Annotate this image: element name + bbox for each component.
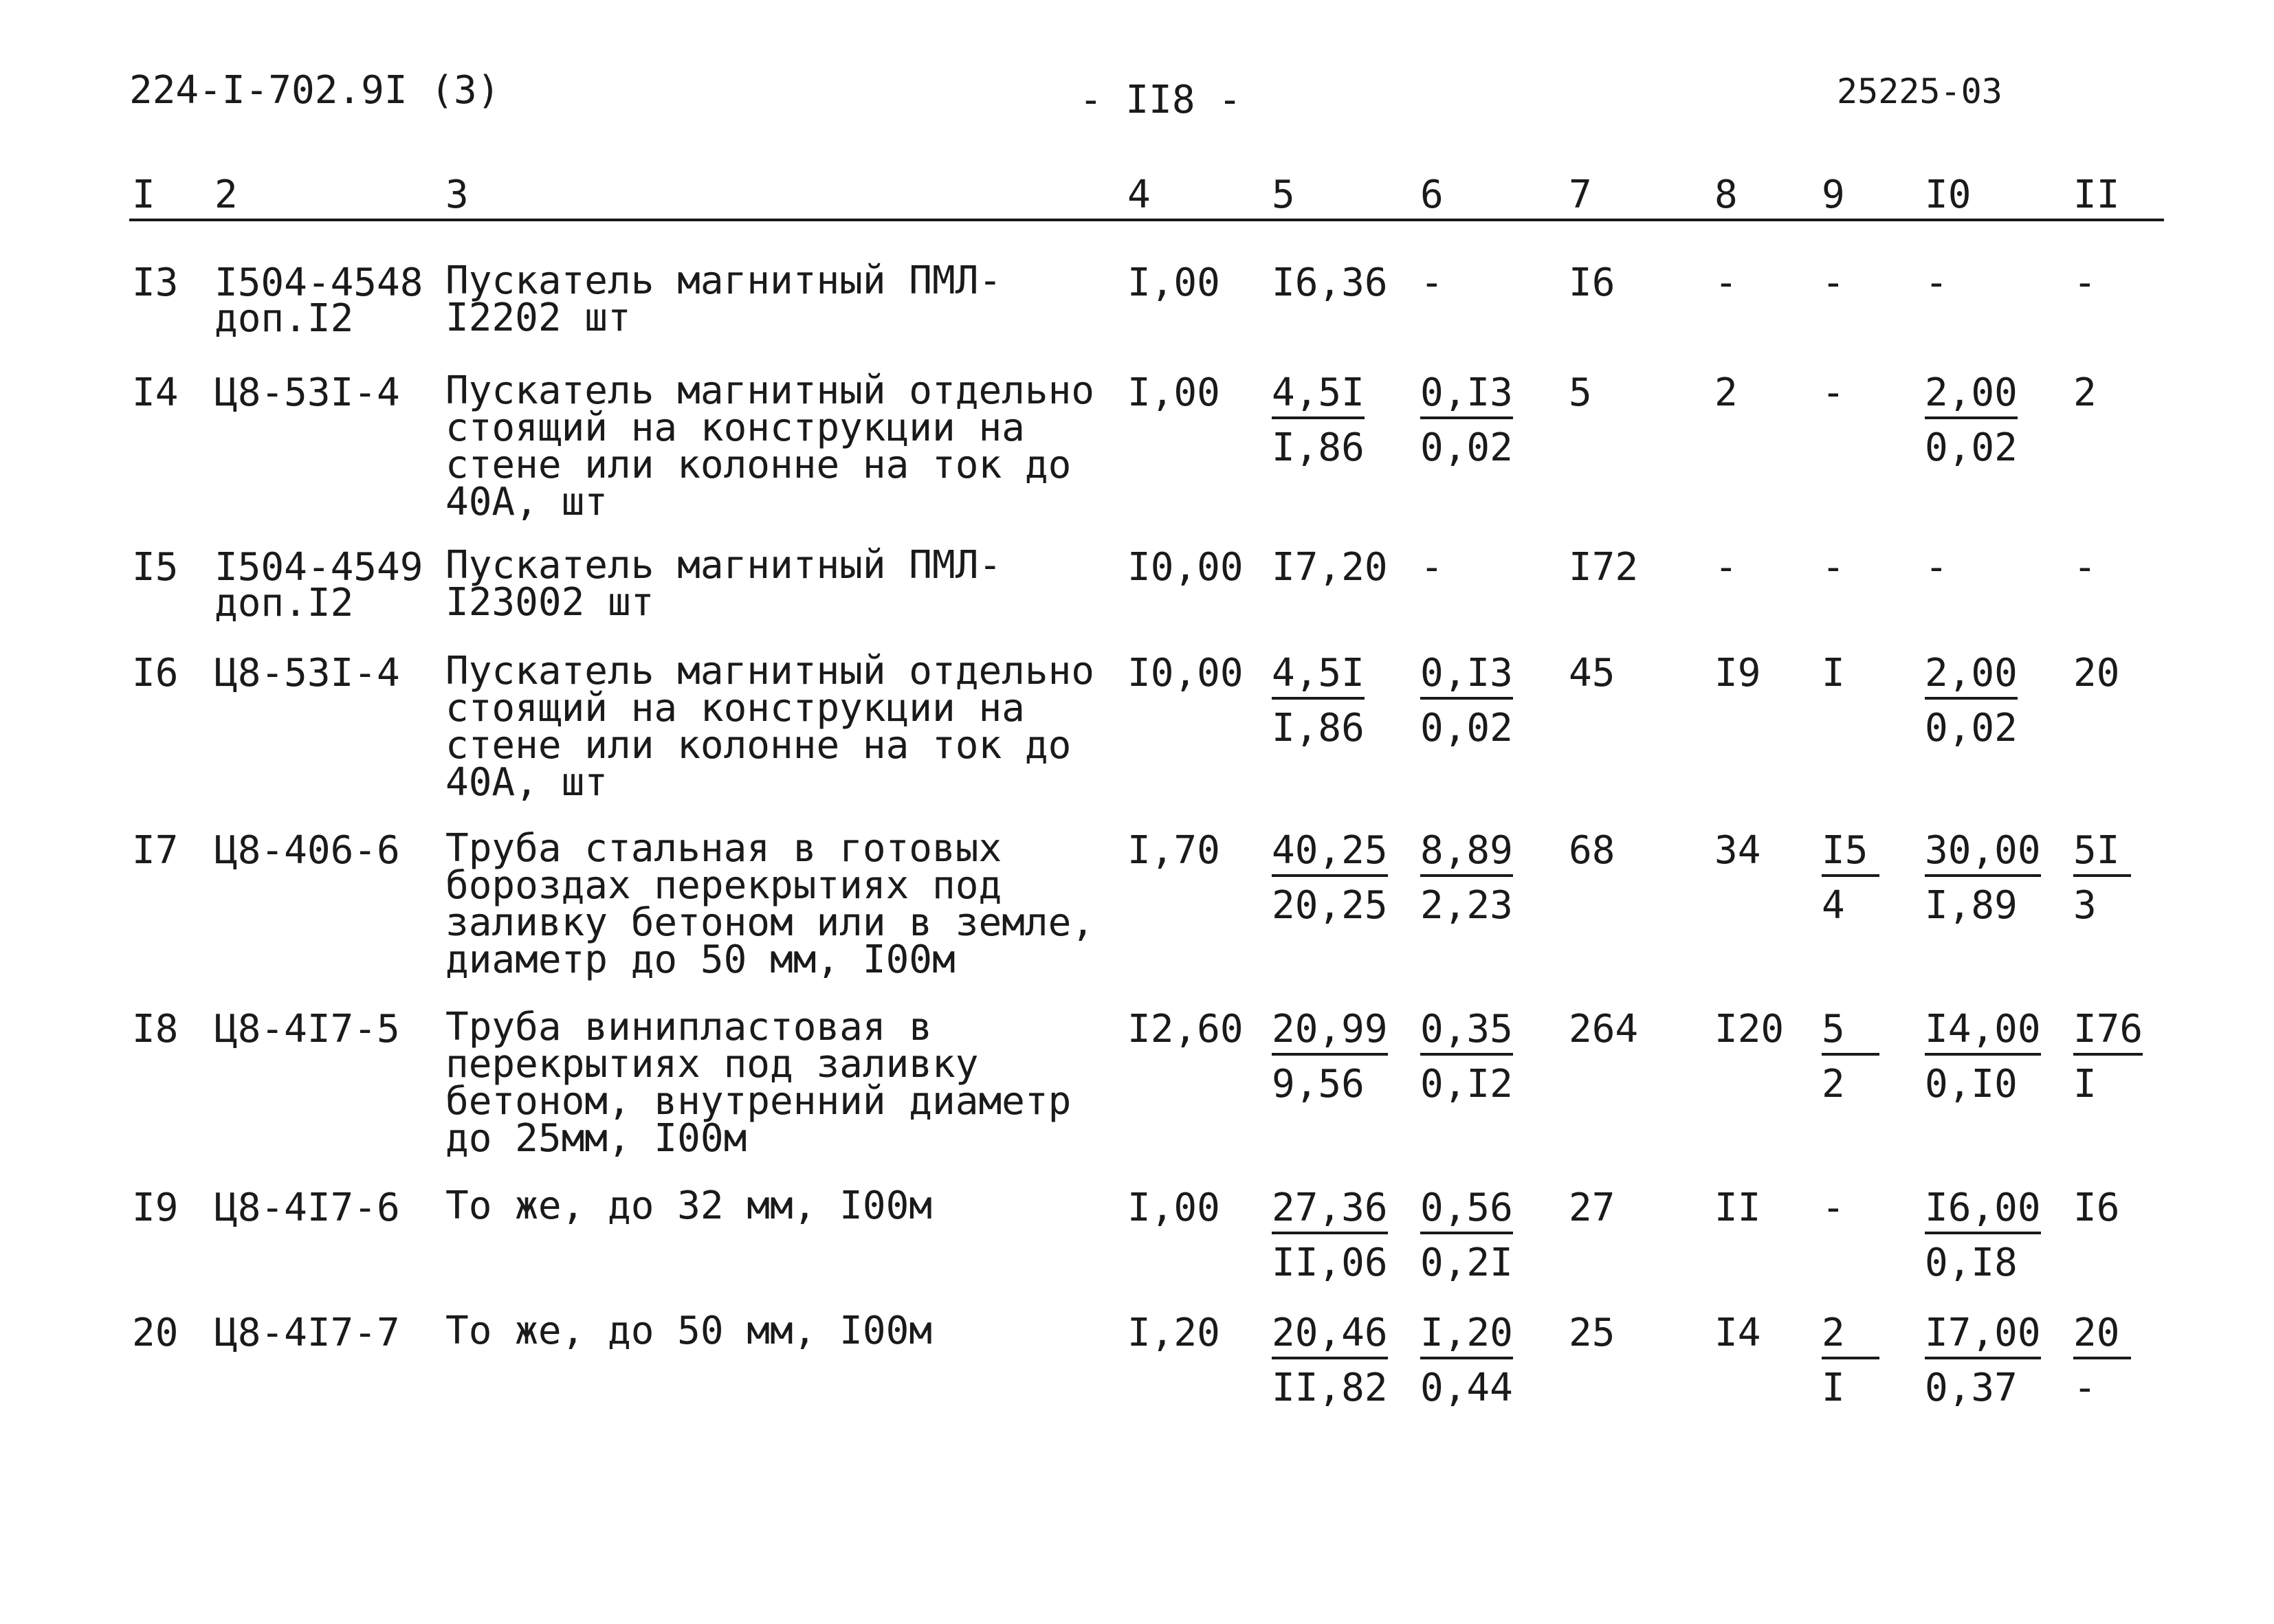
unit-cost-cell <box>1272 1311 1388 1410</box>
sheet-code: 25225-03 <box>1837 71 2002 111</box>
labor-total-denominator: - <box>2073 1366 2097 1410</box>
total-cost: I72 <box>1569 545 1639 590</box>
labor-input-cell <box>1925 1007 2041 1106</box>
item-description: Пускатель магнитный ПМЛ-I2202 шт <box>445 258 1002 340</box>
unit-machine-cost: - <box>1420 545 1444 590</box>
wages-total: - <box>1714 545 1738 590</box>
column-header: 2 <box>214 173 238 217</box>
unit-cost-numerator: 4,5I <box>1272 654 1365 700</box>
unit-cost-denominator: II,06 <box>1272 1241 1388 1285</box>
item-description: Пускатель магнитный отдельно стоящий на конструкции на стене или колонне на ток до 40А, шт <box>445 649 1095 805</box>
labor-total <box>2073 828 2131 877</box>
unit-cost-cell <box>1272 1007 1388 1106</box>
row-number: I6 <box>132 651 179 696</box>
unit-cost <box>1272 651 1365 700</box>
rate-code: Ц8-4I7-7 <box>214 1311 400 1355</box>
machine-wages-numerator: I5 <box>1822 832 1879 877</box>
rate-code: Ц8-53I-4 <box>214 370 400 415</box>
labor-total-cell <box>2073 370 2097 415</box>
unit-machine-cost-denominator: 2,23 <box>1420 883 1513 928</box>
labor-input-numerator: 2,00 <box>1925 374 2018 419</box>
unit-machine-cost-numerator: 0,35 <box>1420 1010 1513 1056</box>
labor-total-cell <box>2073 545 2097 590</box>
unit-machine-cost-denominator: 0,02 <box>1420 425 1513 470</box>
column-header: 6 <box>1420 173 1444 217</box>
labor-input-denominator: 0,I0 <box>1925 1062 2018 1106</box>
labor-input-cell <box>1925 260 1948 305</box>
labor-input-numerator: 2,00 <box>1925 654 2018 700</box>
labor-input <box>1925 370 2018 419</box>
labor-total: 20 <box>2073 651 2120 696</box>
column-header: 4 <box>1127 173 1151 217</box>
rate-code: Ц8-4I7-6 <box>214 1186 400 1230</box>
item-description: Пускатель магнитный отдельно стоящий на конструкции на стене или колонне на ток до 40А, шт <box>445 368 1095 524</box>
unit-machine-cost-cell <box>1420 370 1513 470</box>
unit-machine-cost-denominator: 0,44 <box>1420 1366 1513 1410</box>
labor-input-numerator: 30,00 <box>1925 832 2041 877</box>
header-rule <box>129 219 2164 221</box>
machine-wages <box>1822 828 1879 877</box>
labor-input-cell <box>1925 1186 2041 1285</box>
unit-cost-denominator: 9,56 <box>1272 1062 1365 1106</box>
total-cost: 5 <box>1569 370 1592 415</box>
machine-wages-cell <box>1822 370 1845 415</box>
labor-input: - <box>1925 260 1948 305</box>
quantity: I2,60 <box>1127 1007 1244 1052</box>
labor-input <box>1925 1311 2041 1359</box>
rate-code-suffix: доп.I2 <box>214 296 354 341</box>
labor-total-numerator: 20 <box>2073 1314 2131 1359</box>
machine-wages <box>1822 1311 1879 1359</box>
labor-input-cell <box>1925 1311 2041 1410</box>
labor-input <box>1925 651 2018 700</box>
unit-cost-cell <box>1272 651 1365 750</box>
unit-cost-denominator: 20,25 <box>1272 883 1388 928</box>
unit-cost: I6,36 <box>1272 260 1388 305</box>
machine-wages: - <box>1822 545 1845 590</box>
unit-machine-cost-numerator: 0,56 <box>1420 1189 1513 1234</box>
column-header: 3 <box>445 173 469 217</box>
labor-input-denominator: I,89 <box>1925 883 2018 928</box>
rate-code: I504-4549 <box>214 545 423 590</box>
machine-wages-numerator: 2 <box>1822 1314 1879 1359</box>
machine-wages-denominator: 2 <box>1822 1062 1845 1106</box>
labor-total-cell <box>2073 1186 2120 1230</box>
machine-wages: - <box>1822 370 1845 415</box>
row-number: I5 <box>132 545 179 590</box>
labor-total-cell <box>2073 260 2097 305</box>
labor-input <box>1925 828 2041 877</box>
rate-code: Ц8-53I-4 <box>214 651 400 696</box>
labor-input-numerator: I7,00 <box>1925 1314 2041 1359</box>
labor-input-cell <box>1925 651 2018 750</box>
row-number: 20 <box>132 1311 179 1355</box>
machine-wages-cell <box>1822 1186 1845 1230</box>
wages-total: 2 <box>1714 370 1738 415</box>
quantity: I,70 <box>1127 828 1220 873</box>
total-cost: I6 <box>1569 260 1615 305</box>
unit-machine-cost-cell <box>1420 545 1444 590</box>
document-code: 224-I-702.9I (3) <box>129 68 500 113</box>
rate-code-suffix: доп.I2 <box>214 581 354 625</box>
unit-cost <box>1272 370 1365 419</box>
unit-machine-cost-denominator: 0,I2 <box>1420 1062 1513 1106</box>
column-header: I0 <box>1925 173 1972 217</box>
labor-total-denominator: I <box>2073 1062 2097 1106</box>
quantity: I0,00 <box>1127 545 1244 590</box>
unit-cost-cell <box>1272 1186 1388 1285</box>
labor-input <box>1925 1186 2041 1234</box>
unit-machine-cost <box>1420 1007 1513 1056</box>
unit-cost <box>1272 828 1388 877</box>
page-number: - II8 - <box>1079 78 1242 122</box>
column-header: 9 <box>1822 173 1845 217</box>
unit-cost-numerator: 27,36 <box>1272 1189 1388 1234</box>
item-description: Труба винипластовая в перекрытиях под заливку бетоном, внутренний диаметр до 25мм, I00м <box>445 1005 1072 1161</box>
unit-machine-cost-cell <box>1420 651 1513 750</box>
unit-cost-numerator: 4,5I <box>1272 374 1365 419</box>
labor-input-cell <box>1925 828 2041 928</box>
labor-input-denominator: 0,37 <box>1925 1366 2018 1410</box>
unit-cost-denominator: II,82 <box>1272 1366 1388 1410</box>
unit-machine-cost-numerator: 0,I3 <box>1420 654 1513 700</box>
item-description: Труба стальная в готовых бороздах перекрытиях под заливку бетоном или в земле, диаметр до 50 мм, I00м <box>445 826 1095 982</box>
unit-cost-denominator: I,86 <box>1272 425 1365 470</box>
unit-cost-cell <box>1272 828 1388 928</box>
column-header: I <box>132 173 155 217</box>
machine-wages-cell <box>1822 1007 1879 1106</box>
unit-cost <box>1272 1007 1388 1056</box>
row-number: I7 <box>132 828 179 873</box>
unit-cost-denominator: I,86 <box>1272 706 1365 750</box>
row-number: I9 <box>132 1186 179 1230</box>
total-cost: 68 <box>1569 828 1615 873</box>
quantity: I,00 <box>1127 370 1220 415</box>
machine-wages: - <box>1822 1186 1845 1230</box>
unit-machine-cost: - <box>1420 260 1444 305</box>
wages-total: II <box>1714 1186 1761 1230</box>
item-description: То же, до 32 мм, I00м <box>445 1183 933 1228</box>
wages-total: I4 <box>1714 1311 1761 1355</box>
unit-machine-cost <box>1420 828 1513 877</box>
machine-wages: - <box>1822 260 1845 305</box>
labor-total-cell <box>2073 828 2131 928</box>
column-header: 7 <box>1569 173 1592 217</box>
rate-code: Ц8-4I7-5 <box>214 1007 400 1052</box>
rate-code: I504-4548 <box>214 260 423 305</box>
machine-wages-cell <box>1822 828 1879 928</box>
quantity: I0,00 <box>1127 651 1244 696</box>
item-description: То же, до 50 мм, I00м <box>445 1309 933 1353</box>
labor-total: - <box>2073 260 2097 305</box>
labor-input-cell <box>1925 370 2018 470</box>
unit-cost <box>1272 1311 1388 1359</box>
labor-input-numerator: I4,00 <box>1925 1010 2041 1056</box>
unit-cost-cell <box>1272 370 1365 470</box>
total-cost: 27 <box>1569 1186 1615 1230</box>
labor-total-cell <box>2073 651 2120 696</box>
unit-cost-numerator: 20,99 <box>1272 1010 1388 1056</box>
wages-total: I20 <box>1714 1007 1785 1052</box>
item-description: Пускатель магнитный ПМЛ-I23002 шт <box>445 543 1002 625</box>
unit-machine-cost <box>1420 1311 1513 1359</box>
rate-code: Ц8-406-6 <box>214 828 400 873</box>
unit-cost-cell <box>1272 545 1388 590</box>
unit-machine-cost-cell <box>1420 828 1513 928</box>
labor-total <box>2073 1311 2131 1359</box>
labor-total-numerator: 5I <box>2073 832 2131 877</box>
unit-machine-cost-cell <box>1420 1007 1513 1106</box>
machine-wages-cell <box>1822 1311 1879 1410</box>
machine-wages <box>1822 1007 1879 1056</box>
machine-wages-denominator: 4 <box>1822 883 1845 928</box>
machine-wages-cell <box>1822 260 1845 305</box>
quantity: I,00 <box>1127 1186 1220 1230</box>
labor-input: - <box>1925 545 1948 590</box>
labor-total-cell <box>2073 1007 2143 1106</box>
machine-wages-cell <box>1822 545 1845 590</box>
machine-wages-denominator: I <box>1822 1366 1845 1410</box>
row-number: I3 <box>132 260 179 305</box>
machine-wages-cell <box>1822 651 1845 696</box>
labor-total: I6 <box>2073 1186 2120 1230</box>
labor-total-denominator: 3 <box>2073 883 2097 928</box>
quantity: I,20 <box>1127 1311 1220 1355</box>
unit-machine-cost-denominator: 0,02 <box>1420 706 1513 750</box>
labor-input-denominator: 0,02 <box>1925 706 2018 750</box>
labor-total <box>2073 1007 2143 1056</box>
labor-total: - <box>2073 545 2097 590</box>
unit-machine-cost <box>1420 370 1513 419</box>
machine-wages-numerator: 5 <box>1822 1010 1879 1056</box>
unit-machine-cost-cell <box>1420 1186 1513 1285</box>
unit-machine-cost-numerator: I,20 <box>1420 1314 1513 1359</box>
quantity: I,00 <box>1127 260 1220 305</box>
unit-machine-cost-numerator: 0,I3 <box>1420 374 1513 419</box>
unit-cost-cell <box>1272 260 1388 305</box>
labor-total-numerator: I76 <box>2073 1010 2143 1056</box>
labor-total: 2 <box>2073 370 2097 415</box>
row-number: I8 <box>132 1007 179 1052</box>
wages-total: - <box>1714 260 1738 305</box>
unit-machine-cost <box>1420 1186 1513 1234</box>
labor-input-cell <box>1925 545 1948 590</box>
column-header: II <box>2073 173 2120 217</box>
total-cost: 264 <box>1569 1007 1639 1052</box>
unit-machine-cost-denominator: 0,2I <box>1420 1241 1513 1285</box>
row-number: I4 <box>132 370 179 415</box>
unit-cost <box>1272 1186 1388 1234</box>
unit-machine-cost <box>1420 651 1513 700</box>
column-header: 5 <box>1272 173 1295 217</box>
unit-machine-cost-cell <box>1420 1311 1513 1410</box>
unit-cost-numerator: 40,25 <box>1272 832 1388 877</box>
unit-machine-cost-numerator: 8,89 <box>1420 832 1513 877</box>
labor-input-denominator: 0,02 <box>1925 425 2018 470</box>
labor-total-cell <box>2073 1311 2131 1410</box>
wages-total: I9 <box>1714 651 1761 696</box>
machine-wages: I <box>1822 651 1845 696</box>
labor-input-denominator: 0,I8 <box>1925 1241 2018 1285</box>
unit-cost-numerator: 20,46 <box>1272 1314 1388 1359</box>
unit-cost: I7,20 <box>1272 545 1388 590</box>
total-cost: 45 <box>1569 651 1615 696</box>
wages-total: 34 <box>1714 828 1761 873</box>
labor-input <box>1925 1007 2041 1056</box>
unit-machine-cost-cell <box>1420 260 1444 305</box>
total-cost: 25 <box>1569 1311 1615 1355</box>
labor-input-numerator: I6,00 <box>1925 1189 2041 1234</box>
column-header: 8 <box>1714 173 1738 217</box>
